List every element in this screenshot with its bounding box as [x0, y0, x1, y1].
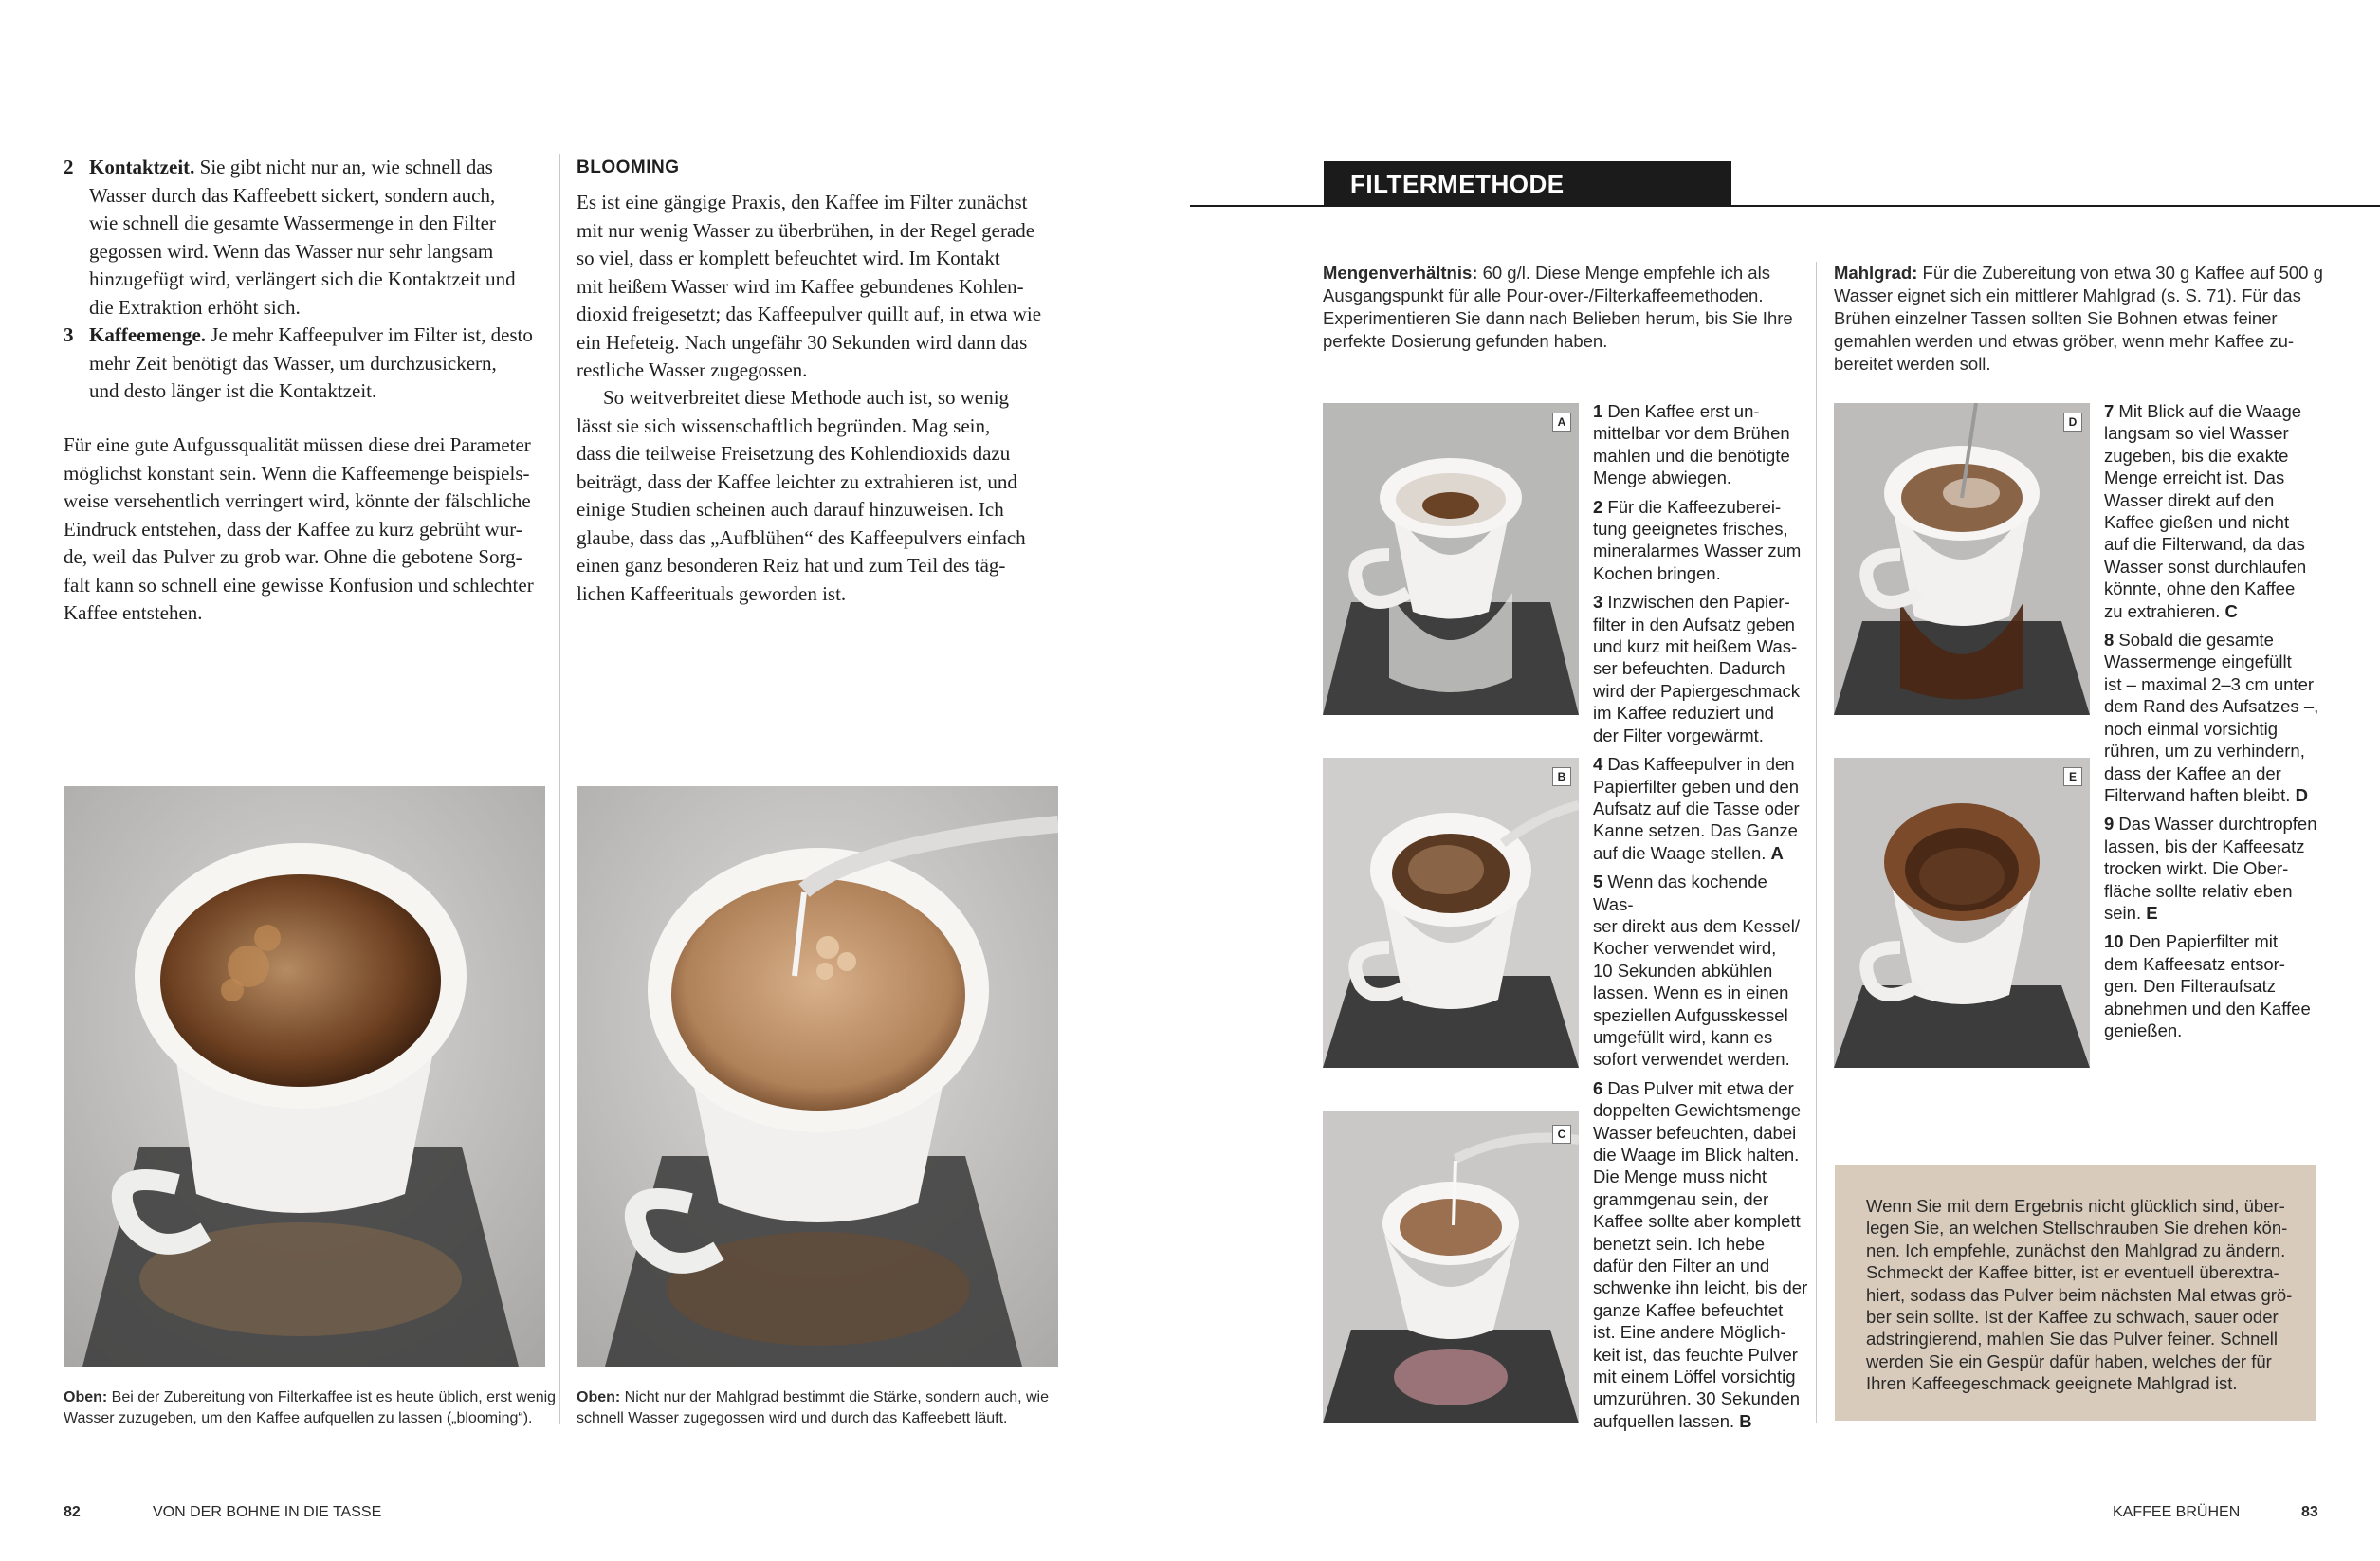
photo-tag-d: D: [2063, 413, 2082, 432]
step-photo-b: [1323, 758, 1579, 1068]
step-ref-c: C: [2224, 600, 2238, 621]
section-title: FILTERMETHODE: [1350, 170, 1565, 198]
step-8: 8 Sobald die gesamte Wassermenge eingefüllt ist – maximal 2–3 cm unter dem Rand des Aufsatzes –, noch einmal vorsichtig rühren, um zu verhindern, dass der Kaffee an der Filterwand haften bleibt. D: [2104, 630, 2319, 805]
step-ref-b: B: [1739, 1410, 1752, 1431]
running-title-right: KAFFEE BRÜHEN: [2113, 1504, 2241, 1520]
photo-tag-e: E: [2063, 767, 2082, 786]
tip-box: [1835, 1165, 2316, 1421]
running-title-left: VON DER BOHNE IN DIE TASSE: [153, 1504, 382, 1520]
page-number-right: 83: [2301, 1504, 2318, 1520]
page-number-left: 82: [64, 1504, 81, 1520]
step-9: 9 Das Wasser durchtropfen lassen, bis der Kaffeesatz trocken wirkt. Die Ober- fläche sollte relativ eben sein. E: [2104, 814, 2317, 923]
blooming-heading: BLOOMING: [577, 157, 680, 177]
list-item: 2 Kontaktzeit. Sie gibt nicht nur an, wie schnell das Wasser durch das Kaffeebett sickert, sondern auch, wie schnell die gesamte Wassermenge in den Filter gegossen wird. Wenn das Wasser nur sehr langsam hinzugefügt wird, verlängert sich die Kontaktzeit und die Extraktion erhöht sich.: [64, 156, 516, 319]
list-keyword: Kaffeemenge.: [89, 323, 207, 346]
step-5: 5 Wenn das kochende Was- ser direkt aus dem Kessel/ Kocher verwendet wird, 10 Sekunden abkühlen lassen. Wenn es in einen speziellen Aufgusskessel umgefüllt wird, kann es sofort verwendet werden.: [1593, 872, 1800, 1070]
photo-caption-left: Oben: Bei der Zubereitung von Filterkaffee ist es heute üblich, erst wenig Wasser zuzugeben, um den Kaffee aufquellen zu lassen („blooming“).: [64, 1389, 557, 1426]
step-ref-d: D: [2295, 784, 2308, 805]
blooming-photo-right: [577, 786, 1058, 1367]
column-divider: [559, 154, 560, 1424]
steps-list-right: [2104, 400, 2327, 1048]
steps-list-left: [1593, 400, 1811, 1439]
step-6: 6 Das Pulver mit etwa der doppelten Gewichtsmenge Wasser befeuchten, dabei die Waage im Blick halten. Die Menge muss nicht grammgenau sein, der Kaffee sollte aber komplett benetzt sein. Ich hebe dafür den Filter an und schwenke ihn leicht, bis der ganze Kaffee befeuchtet ist. Eine andere Möglich- keit ist, das feuchte Pulver mit einem Löffel vorsichtig umzurühren. 30 Sekunden aufquellen lassen. B: [1593, 1077, 1808, 1431]
step-photo-e: [1834, 758, 2090, 1068]
blooming-photo-left: [64, 786, 545, 1367]
step-photo-d: [1834, 403, 2090, 715]
blooming-paragraph-2: So weitverbreitet diese Methode auch ist, so wenig lässt sie sich wissenschaftlich begründen. Mag sein, dass die teilweise Freisetzung des Kohlendioxids dazu beiträgt, dass der Kaffee leichter zu extrahieren ist, und einige Studien scheinen auch darauf hinzuweisen. Ich glaube, dass das „Aufblühen“ des Kaffeepulvers einfach einen ganz besonderen Reiz hat und zum Teil des täg- lichen Kaffeerituals geworden ist.: [577, 386, 1026, 605]
step-ref-e: E: [2146, 902, 2158, 923]
intro-quantity: Mengenverhältnis: 60 g/l. Diese Menge empfehle ich als Ausgangspunkt für alle Pour-over-/Filterkaffeemethoden. Experimentieren Sie dann nach Belieben herum, bis Sie Ihre perfekte Dosierung gefunden haben.: [1323, 263, 1793, 351]
step-photo-c: [1323, 1111, 1579, 1423]
blooming-paragraph-1: Es ist eine gängige Praxis, den Kaffee im Filter zunächst mit nur wenig Wasser zu überbrühen, in der Regel gerade so viel, dass er komplett befeuchtet wird. Im Kontakt mit heißem Wasser wird im Kaffee gebundenes Kohlen- dioxid freigesetzt; das Kaffeepulver quillt auf, in etwa wie ein Hefeteig. Nach ungefähr 30 Sekunden wird dann das restliche Wasser zugegossen.: [577, 191, 1042, 381]
step-photo-a: [1323, 403, 1579, 715]
section-rule: [1190, 205, 2380, 207]
intro-grind: Mahlgrad: Für die Zubereitung von etwa 30 g Kaffee auf 500 g Wasser eignet sich ein mittlerer Mahlgrad (s. S. 71). Für das Brühen einzelner Tassen sollten Sie Bohnen etwas feiner gemahlen werden und etwas gröber, wenn mehr Kaffee zu- bereitet werden soll.: [1834, 263, 2323, 374]
photo-tag-c: C: [1552, 1125, 1571, 1144]
step-3: 3 Inzwischen den Papier- filter in den Aufsatz geben und kurz mit heißem Was- ser befeuchten. Dadurch wird der Papiergeschmack im Kaffee reduziert und der Filter vorgewärmt.: [1593, 592, 1800, 745]
list-keyword: Kontaktzeit.: [89, 156, 195, 178]
parameter-list: [64, 154, 557, 406]
step-7: 7 Mit Blick auf die Waage langsam so viel Wasser zugeben, bis die exakte Menge erreicht ist. Das Wasser direkt auf den Kaffee gießen und nicht auf die Filterwand, da das Wasser sonst durchlaufen könnte, ohne den Kaffee zu extrahieren. C: [2104, 401, 2307, 621]
photo-caption-right: Oben: Nicht nur der Mahlgrad bestimmt die Stärke, sondern auch, wie schnell Wasser zugegossen wird und durch das Kaffeebett läuft.: [577, 1389, 1049, 1426]
photo-tag-a: A: [1552, 413, 1571, 432]
step-1: 1 Den Kaffee erst un- mittelbar vor dem Brühen mahlen und die benötigte Menge abwiegen.: [1593, 401, 1790, 488]
tip-text: Wenn Sie mit dem Ergebnis nicht glücklich sind, über- legen Sie, an welchen Stellschrauben Sie drehen kön- nen. Ich empfehle, zunächst den Mahlgrad zu ändern. Schmeckt der Kaffee bitter, ist er eventuell überextra- hiert, sodass das Pulver beim nächsten Mal etwas grö- ber sein sollte. Ist der Kaffee zu schwach, sauer oder adstringierend, mahlen Sie das Pulver feiner. Schnell werden Sie ein Gespür dafür haben, welches der für Ihren Kaffeegeschmack geeignete Mahlgrad ist.: [1866, 1196, 2293, 1394]
step-10: 10 Den Papierfilter mit dem Kaffeesatz entsor- gen. Den Filteraufsatz abnehmen und den Kaffee genießen.: [2104, 931, 2311, 1040]
photo-tag-b: B: [1552, 767, 1571, 786]
step-4: 4 Das Kaffeepulver in den Papierfilter geben und den Aufsatz auf die Tasse oder Kanne setzen. Das Ganze auf die Waage stellen. A: [1593, 754, 1800, 863]
section-title-bar: [1324, 161, 1731, 207]
step-2: 2 Für die Kaffeezuberei- tung geeignetes frisches, mineralarmes Wasser zum Kochen bringen.: [1593, 496, 1802, 583]
parameters-paragraph: Für eine gute Aufgussqualität müssen diese drei Parameter möglichst konstant sein. Wenn die Kaffeemenge beispiels- weise versehentlich verringert wird, könnte der fälschliche Eindruck entstehen, dass der Kaffee zu kurz gebrüht wur- de, weil das Pulver zu grob war. Ohne die gebotene Sorg- falt kann so schnell eine gewisse Konfusion und schlechter Kaffee entstehen.: [64, 433, 534, 624]
column-divider: [1816, 262, 1817, 1423]
step-ref-a: A: [1770, 842, 1784, 863]
list-item: 3 Kaffeemenge. Je mehr Kaffeepulver im Filter ist, desto mehr Zeit benötigt das Wasser, um durchzusickern, und desto länger ist die Kontaktzeit.: [64, 323, 533, 402]
